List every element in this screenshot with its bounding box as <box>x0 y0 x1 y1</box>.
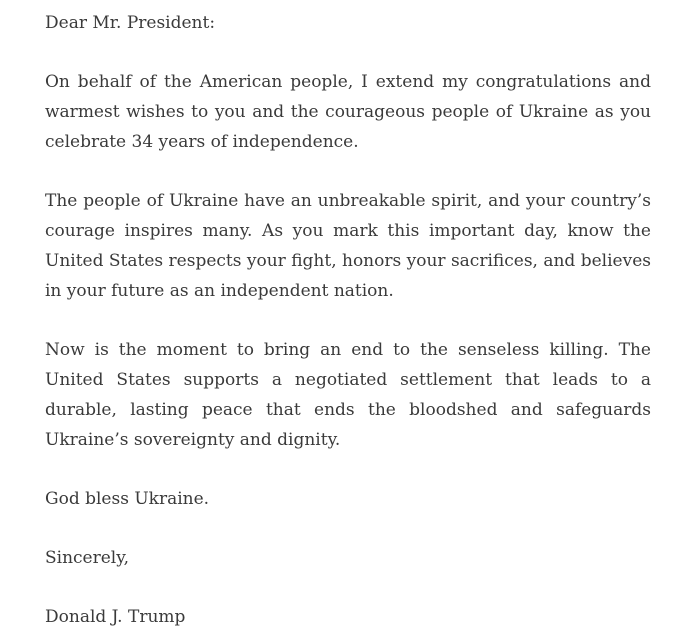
paragraph-spirit: The people of Ukraine have an unbreakable spirit, and your country’s courage inspires many. As you mark this important day, know the United States respects your fight, honors your sacrifices, and believes in your future as an independent nation. <box>45 191 651 301</box>
salutation: Dear Mr. President: <box>45 13 216 33</box>
letter-body <box>45 8 651 632</box>
signature-name: Donald J. Trump <box>45 607 186 627</box>
closing: Sincerely, <box>45 548 129 568</box>
blessing: God bless Ukraine. <box>45 489 210 509</box>
paragraph-settlement: Now is the moment to bring an end to the senseless killing. The United States supports a negotiated settlement that leads to a durable, lasting peace that ends the bloodshed and safeguards Ukraine’s sovereignty and dignity. <box>45 340 651 450</box>
paragraph-congratulations: On behalf of the American people, I extend my congratulations and warmest wishes to you and the courageous people of Ukraine as you celebrate 34 years of independence. <box>45 72 651 152</box>
